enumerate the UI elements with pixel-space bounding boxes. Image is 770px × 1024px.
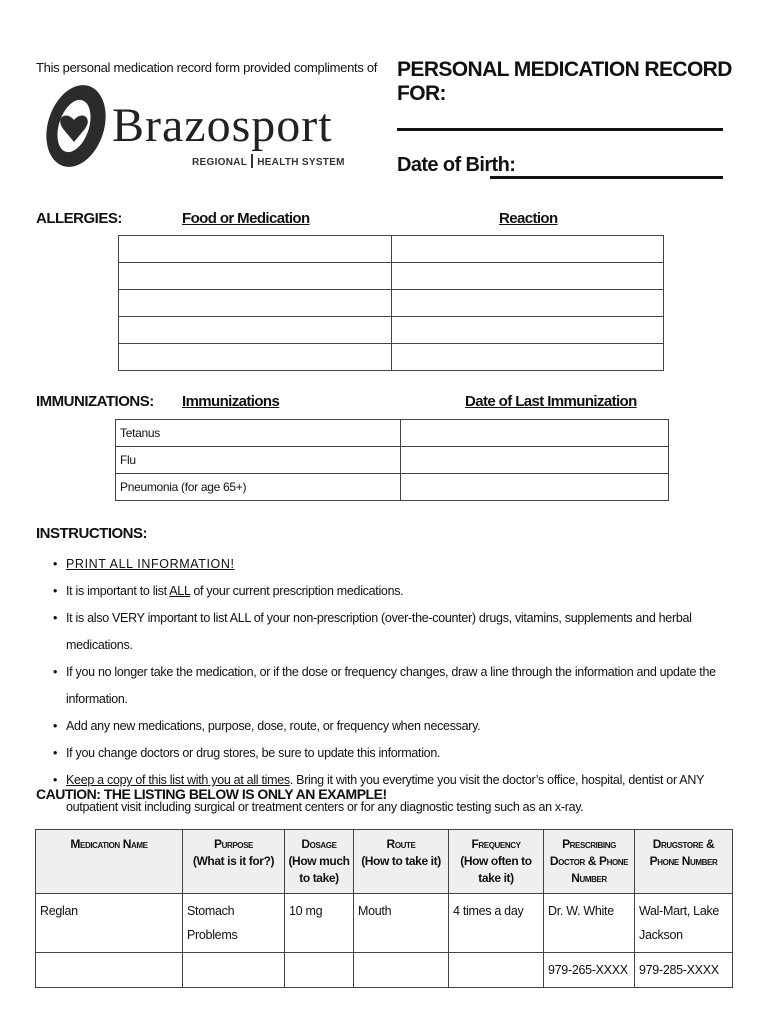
header-label: Frequency: [471, 837, 521, 851]
caution-text: CAUTION: THE LISTING BELOW IS ONLY AN EXAMPLE!: [36, 786, 387, 802]
brand-sub-left: REGIONAL: [192, 157, 248, 168]
allergy-item-cell[interactable]: [119, 344, 392, 371]
table-row: [116, 474, 669, 501]
brand-subtitle: [192, 154, 345, 168]
instructions-title: INSTRUCTIONS:: [36, 525, 147, 542]
immunization-name: Pneumonia (for age 65+): [116, 474, 401, 501]
immunization-name: Flu: [116, 447, 401, 474]
header-label: Medication Name: [70, 837, 148, 851]
cell-empty: [449, 953, 544, 988]
header-label: Prescribing Doctor & Phone Number: [549, 837, 629, 885]
list-item: [53, 578, 753, 605]
cell-empty: [183, 953, 285, 988]
reaction-cell[interactable]: [391, 344, 664, 371]
compliments-text: This personal medication record form provided compliments of: [36, 60, 378, 75]
brand-sub-right: HEALTH SYSTEM: [257, 157, 345, 168]
cell-drugstore-phone: 979-285-XXXX: [635, 953, 733, 988]
cell-doctor-phone: 979-265-XXXX: [544, 953, 635, 988]
list-item: [53, 713, 753, 740]
instruction-text: It is important to list: [66, 584, 170, 598]
instruction-print-all: PRINT ALL INFORMATION!: [66, 557, 235, 571]
allergy-item-cell[interactable]: [119, 236, 392, 263]
list-item: [53, 551, 753, 578]
cell-empty: [285, 953, 354, 988]
brand-name: Brazosport: [112, 99, 333, 152]
instruction-text: . Bring it with you everytime you visit the doctor’s office, hospital, dentist or ANY outpatient visit including surgical or treatment centers or for any diagnostic testing such as an x-ray.: [66, 773, 704, 814]
immunization-date-cell[interactable]: [401, 474, 669, 501]
immunizations-table: [115, 419, 669, 501]
list-item: [53, 659, 753, 713]
table-row: [119, 236, 664, 263]
allergy-item-cell[interactable]: [119, 290, 392, 317]
allergy-item-cell[interactable]: [119, 317, 392, 344]
header-sub: (How much to take): [288, 854, 350, 885]
instruction-text: It is also VERY important to list ALL of your non-prescription (over-the-counter) drugs, vitamins, supplements and herbal medications.: [66, 611, 692, 652]
list-item: [53, 740, 753, 767]
immunizations-col-name: Immunizations: [182, 393, 280, 410]
medication-table: [35, 829, 733, 988]
header-label: Route: [386, 837, 416, 851]
table-row: [36, 894, 733, 953]
dob-field-line[interactable]: [490, 176, 723, 179]
cell-empty: [36, 953, 183, 988]
immunizations-col-date: Date of Last Immunization: [465, 393, 637, 410]
col-route: [354, 830, 449, 894]
reaction-cell[interactable]: [391, 263, 664, 290]
instruction-text: If you no longer take the medication, or if the dose or frequency changes, draw a line through the information and update the information.: [66, 665, 716, 706]
reaction-cell[interactable]: [391, 290, 664, 317]
immunization-date-cell[interactable]: [401, 420, 669, 447]
col-frequency: [449, 830, 544, 894]
col-dosage: [285, 830, 354, 894]
table-row: [119, 263, 664, 290]
header-label: Dosage: [301, 837, 337, 851]
reaction-cell[interactable]: [391, 236, 664, 263]
allergy-item-cell[interactable]: [119, 263, 392, 290]
immunization-date-cell[interactable]: [401, 447, 669, 474]
cell-route: Mouth: [354, 894, 449, 953]
table-row: [119, 290, 664, 317]
cell-frequency: 4 times a day: [449, 894, 544, 953]
table-row: [119, 344, 664, 371]
allergies-table: [118, 235, 664, 371]
instructions-list: [53, 551, 753, 821]
instruction-keep-copy: Keep a copy of this list with you at all times: [66, 773, 290, 787]
instruction-emphasis: ALL: [169, 584, 191, 598]
header-sub: (How often to take it): [460, 854, 532, 885]
cell-drugstore: Wal-Mart, Lake Jackson: [635, 894, 733, 953]
instruction-text: If you change doctors or drug stores, be sure to update this information.: [66, 746, 441, 760]
table-row: [116, 420, 669, 447]
col-prescribing-doctor: [544, 830, 635, 894]
col-medication-name: [36, 830, 183, 894]
cell-medication-name: Reglan: [36, 894, 183, 953]
cell-empty: [354, 953, 449, 988]
immunizations-label: IMMUNIZATIONS:: [36, 393, 154, 410]
cell-dosage: 10 mg: [285, 894, 354, 953]
cell-doctor: Dr. W. White: [544, 894, 635, 953]
instruction-text: Add any new medications, purpose, dose, route, or frequency when necessary.: [66, 719, 481, 733]
table-row: [36, 953, 733, 988]
cell-purpose: Stomach Problems: [183, 894, 285, 953]
instruction-text: of your current prescription medications.: [190, 584, 404, 598]
immunization-name: Tetanus: [116, 420, 401, 447]
header-sub: (What is it for?): [192, 854, 275, 868]
col-purpose: [183, 830, 285, 894]
col-drugstore: [635, 830, 733, 894]
header-label: Purpose: [214, 837, 253, 851]
table-row: [119, 317, 664, 344]
header-label: Drugstore & Phone Number: [649, 837, 718, 868]
dob-label: Date of Birth:: [397, 154, 516, 176]
table-header-row: [36, 830, 733, 894]
list-item: [53, 605, 753, 659]
record-title: PERSONAL MEDICATION RECORD FOR:: [397, 58, 732, 105]
reaction-cell[interactable]: [391, 317, 664, 344]
allergies-label: ALLERGIES:: [36, 210, 122, 227]
header-sub: (How to take it): [361, 854, 441, 868]
brand-divider: [251, 154, 253, 168]
allergies-col-reaction: Reaction: [499, 210, 558, 227]
table-row: [116, 447, 669, 474]
name-field-line[interactable]: [397, 128, 723, 131]
allergies-col-food: Food or Medication: [182, 210, 310, 227]
